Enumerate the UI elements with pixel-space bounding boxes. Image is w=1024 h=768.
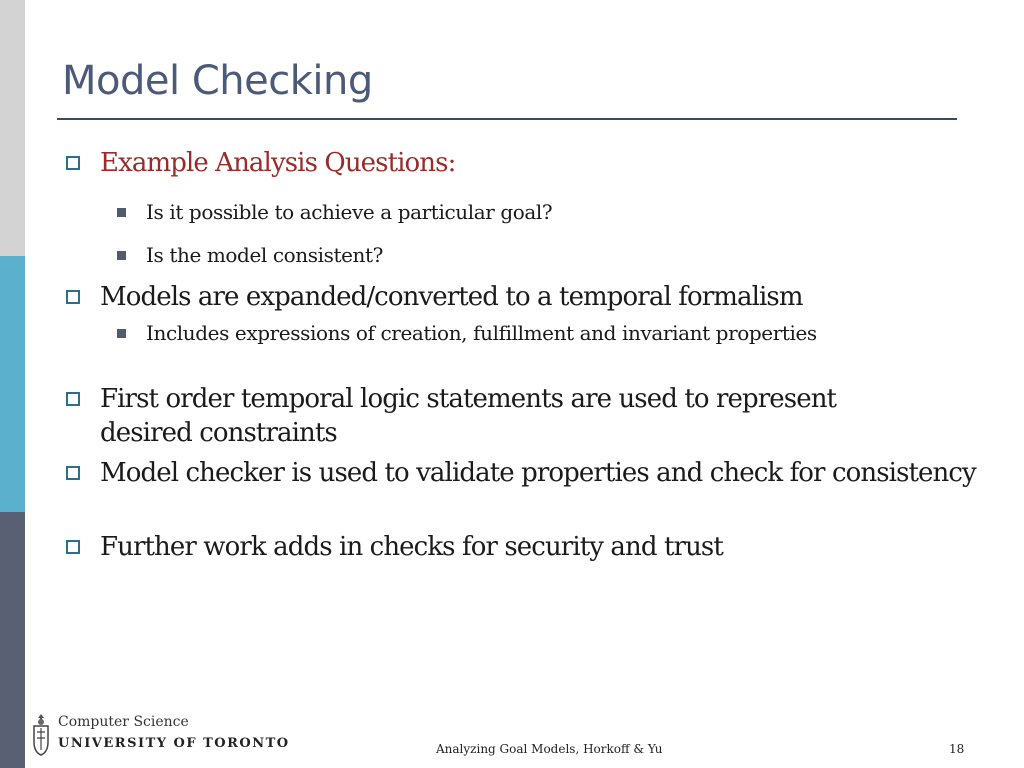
crest-icon <box>30 712 52 756</box>
footer-caption: Analyzing Goal Models, Horkoff & Yu <box>436 742 663 756</box>
square-bullet-icon <box>66 392 80 406</box>
title-divider <box>57 118 957 120</box>
square-bullet-icon <box>66 466 80 480</box>
sub-bullet-text: Is it possible to achieve a particular goal? <box>146 200 553 224</box>
sub-bullet-item <box>146 199 906 226</box>
filled-square-bullet-icon <box>117 208 126 217</box>
side-stripe-dark <box>0 512 25 768</box>
bullet-item <box>100 530 980 564</box>
bullet-text: Models are expanded/converted to a temporal formalism <box>100 282 803 312</box>
sub-bullet-text: Includes expressions of creation, fulfillment and invariant properties <box>146 321 817 345</box>
sub-bullet-item <box>146 242 906 269</box>
bullet-text: Further work adds in checks for security and trust <box>100 532 723 562</box>
square-bullet-icon <box>66 540 80 554</box>
page-number: 18 <box>949 742 965 756</box>
university-logo <box>30 710 290 758</box>
bullet-item <box>100 146 980 180</box>
filled-square-bullet-icon <box>117 251 126 260</box>
logo-department-text: Computer Science <box>58 714 189 730</box>
side-stripe-blue <box>0 256 25 512</box>
slide-title: Model Checking <box>62 58 373 104</box>
bullet-text: Example Analysis Questions: <box>100 148 456 178</box>
square-bullet-icon <box>66 156 80 170</box>
sub-bullet-item <box>146 320 886 347</box>
bullet-text: Model checker is used to validate properties and check for consistency <box>100 458 976 488</box>
square-bullet-icon <box>66 290 80 304</box>
filled-square-bullet-icon <box>117 329 126 338</box>
logo-university-text: UNIVERSITY OF TORONTO <box>58 736 290 751</box>
bullet-text: First order temporal logic statements are used to represent desired constraints <box>100 384 837 448</box>
bullet-item <box>100 382 860 450</box>
bullet-item <box>100 456 980 490</box>
bullet-item <box>100 280 980 314</box>
side-stripe-gray <box>0 0 25 256</box>
sub-bullet-text: Is the model consistent? <box>146 243 383 267</box>
